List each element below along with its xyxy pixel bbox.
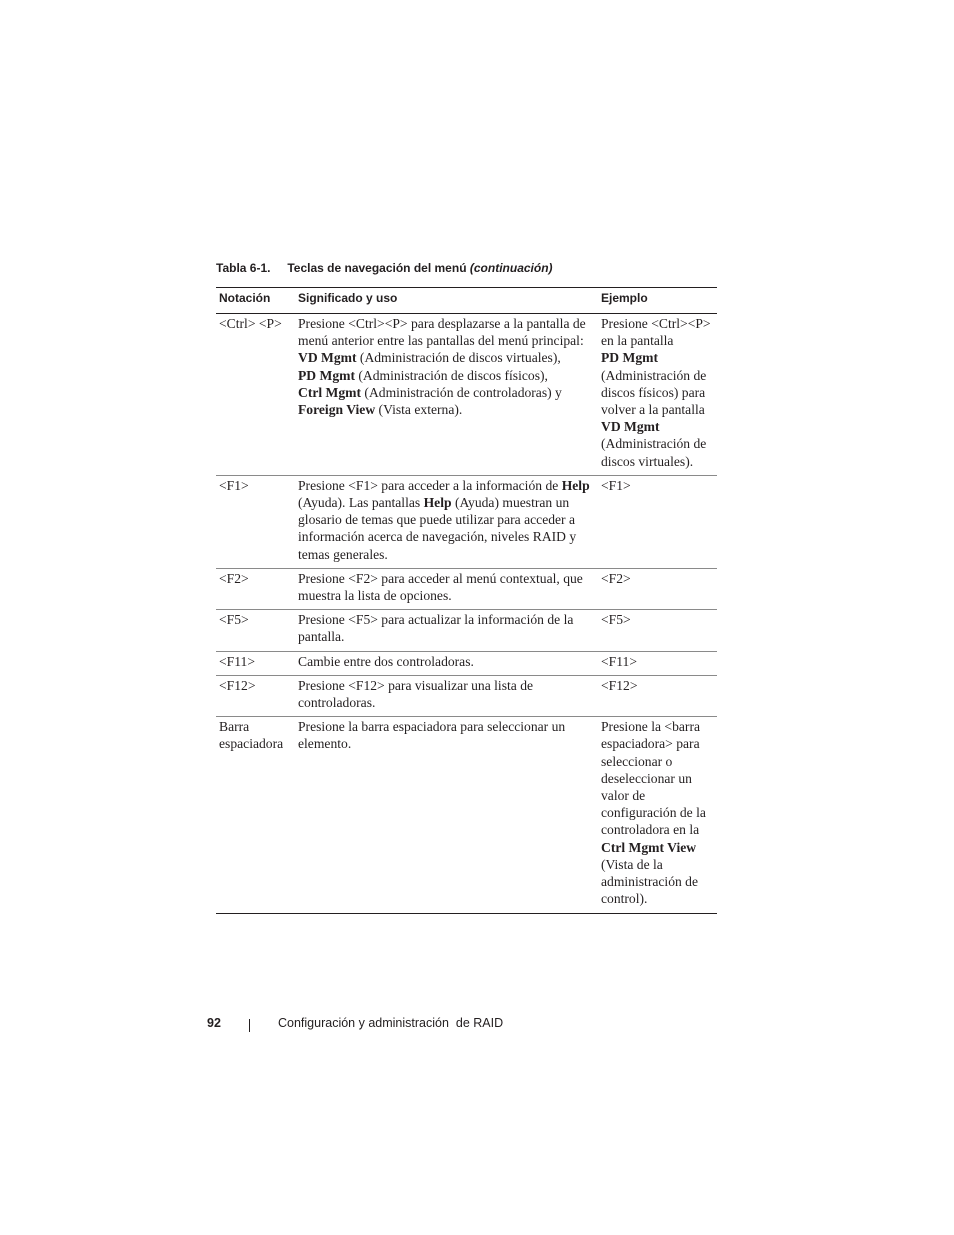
cell-bold-term: VD Mgmt [298,350,357,366]
header-meaning: Significado y uso [295,288,598,314]
header-notation: Notación [216,288,295,314]
cell-text: Presione la barra espaciadora para seleccionar un elemento. [298,719,566,752]
page-number: 92 [207,1016,221,1030]
cell-text: Presione <Ctrl><P> para desplazarse a la pantalla de menú anterior entre las pantallas del menú principal: [298,316,586,349]
cell-meaning [295,475,598,568]
cell-notation: <F1> [216,475,295,568]
cell-example [598,675,717,716]
table-row [216,314,717,476]
cell-text: Cambie entre dos controladoras. [298,653,474,669]
cell-text: (Administración de discos virtuales), [356,350,561,366]
cell-text: (Administración de discos virtuales). [601,436,707,469]
table-row [216,675,717,716]
cell-text: (Administración de discos físicos) para volver a la pantalla [601,367,707,418]
cell-text: Presione <F12> para visualizar una lista de controladoras. [298,677,534,711]
cell-text: (Ayuda). Las pantallas [298,495,424,511]
cell-text: (Vista externa). [375,402,463,418]
cell-notation: <F2> [216,568,295,609]
cell-text: <F11> [601,653,637,669]
cell-bold-term: Ctrl Mgmt View [601,839,697,855]
table-body [216,314,717,914]
cell-text: Presione <F2> para acceder al menú contextual, que muestra la lista de opciones. [298,570,583,604]
table-caption-continuation: (continuación) [469,261,553,275]
cell-example [598,610,717,651]
cell-bold-term: PD Mgmt [298,367,355,383]
cell-example [598,314,717,476]
table-caption [216,260,736,276]
cell-text: Presione <Ctrl><P> en la pantalla [601,316,711,349]
cell-meaning [295,314,598,476]
table-row [216,717,717,913]
cell-notation: <Ctrl> <P> [216,314,295,476]
cell-example [598,717,717,913]
cell-example [598,651,717,675]
table-row [216,568,717,609]
cell-bold-term: VD Mgmt [601,419,660,435]
cell-meaning [295,717,598,913]
cell-bold-term: Foreign View [298,402,376,418]
table-row [216,475,717,568]
header-example: Ejemplo [598,288,717,314]
table-header-row [216,288,717,314]
table-caption-label: Tabla 6-1. [216,261,271,275]
cell-text: (Vista de la administración de control). [601,856,699,907]
cell-text: Presione <F5> para actualizar la información de la pantalla. [298,612,574,645]
cell-text: <F5> [601,612,631,628]
cell-text: (Administración de controladoras) y [361,384,562,400]
cell-meaning [295,610,598,651]
cell-bold-term: Ctrl Mgmt [298,384,362,400]
table-row [216,651,717,675]
cell-bold-term: PD Mgmt [601,350,658,366]
cell-meaning [295,568,598,609]
page-footer [0,1016,954,1034]
cell-notation: Barra espaciadora [216,717,295,913]
cell-notation: <F11> [216,651,295,675]
table-row [216,610,717,651]
cell-text: <F2> [601,570,631,586]
cell-text: <F1> [601,477,631,493]
cell-notation: <F12> [216,675,295,716]
cell-meaning [295,651,598,675]
cell-bold-term: Help [423,495,452,511]
cell-text: (Administración de discos físicos), [355,367,548,383]
cell-example [598,568,717,609]
cell-meaning [295,675,598,716]
table-caption-title: Teclas de navegación del menú [287,261,467,275]
navigation-keys-table [216,287,717,914]
cell-bold-term: Help [561,477,590,493]
cell-text: <F12> [601,677,638,693]
cell-text: (Ayuda) muestran un glosario de temas que puede utilizar para acceder a información acerca de navegación, niveles RAID y temas generales. [298,495,577,562]
cell-text: Presione la <barra espaciadora> para seleccionar o deseleccionar un valor de configuración de la controladora en la [601,719,706,838]
footer-section-title: Configuración y administración de RAID [278,1016,504,1030]
footer-separator [249,1019,250,1032]
cell-notation: <F5> [216,610,295,651]
cell-example [598,475,717,568]
cell-text: Presione <F1> para acceder a la información de [298,477,562,493]
